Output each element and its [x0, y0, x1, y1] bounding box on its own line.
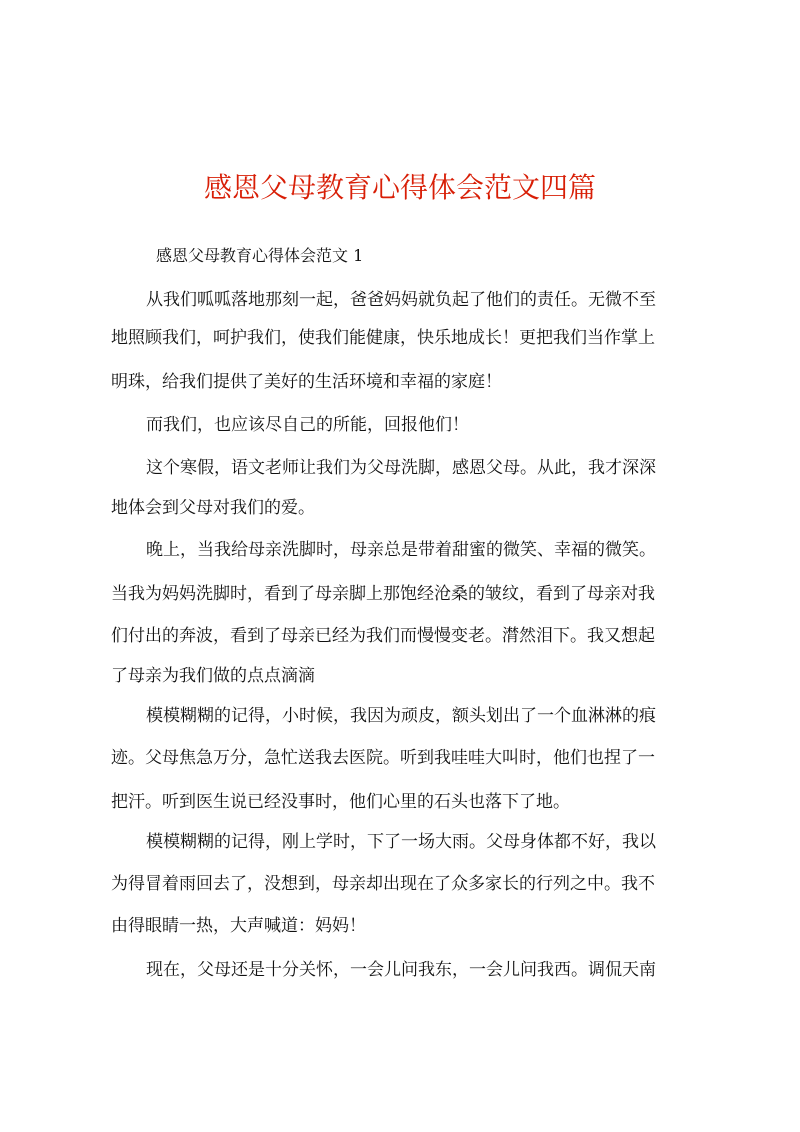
paragraph-line: 们付出的奔波，看到了母亲已经为我们而慢慢变老。潸然泪下。我又想起 [111, 626, 655, 646]
document-title: 感恩父母教育心得体会范文四篇 [203, 171, 596, 204]
paragraph-line: 模模糊糊的记得，小时候，我因为顽皮，额头划出了一个血淋淋的痕 [146, 706, 656, 726]
paragraph-line: 了母亲为我们做的点点滴滴 [111, 666, 315, 686]
paragraph-line: 地体会到父母对我们的爱。 [111, 498, 315, 518]
paragraph-line: 当我为妈妈洗脚时，看到了母亲脚上那饱经沧桑的皱纹，看到了母亲对我 [111, 584, 655, 604]
paragraph-line: 模模糊糊的记得，刚上学时，下了一场大雨。父母身体都不好，我以 [146, 832, 656, 852]
paragraph-line: 为得冒着雨回去了，没想到，母亲却出现在了众多家长的行列之中。我不 [111, 874, 655, 894]
paragraph-line: 现在，父母还是十分关怀，一会儿问我东，一会儿问我西。调侃天南 [146, 960, 656, 980]
paragraph-line: 这个寒假，语文老师让我们为父母洗脚，感恩父母。从此，我才深深 [146, 458, 656, 478]
paragraph-line: 明珠，给我们提供了美好的生活环境和幸福的家庭！ [111, 372, 502, 392]
paragraph-line: 把汗。听到医生说已经没事时，他们心里的石头也落下了地。 [111, 792, 570, 812]
paragraph-line: 而我们，也应该尽自己的所能，回报他们！ [146, 415, 469, 435]
section-heading: 感恩父母教育心得体会范文 1 [156, 246, 364, 265]
paragraph-line: 由得眼睛一热，大声喊道：妈妈！ [111, 916, 366, 936]
paragraph-line: 地照顾我们，呵护我们，使我们能健康，快乐地成长！更把我们当作掌上 [111, 328, 655, 348]
paragraph-line: 从我们呱呱落地那刻一起，爸爸妈妈就负起了他们的责任。无微不至 [146, 290, 656, 310]
paragraph-line: 晚上，当我给母亲洗脚时，母亲总是带着甜蜜的微笑、幸福的微笑。 [146, 540, 656, 560]
paragraph-line: 迹。父母焦急万分，急忙送我去医院。听到我哇哇大叫时，他们也捏了一 [111, 748, 655, 768]
